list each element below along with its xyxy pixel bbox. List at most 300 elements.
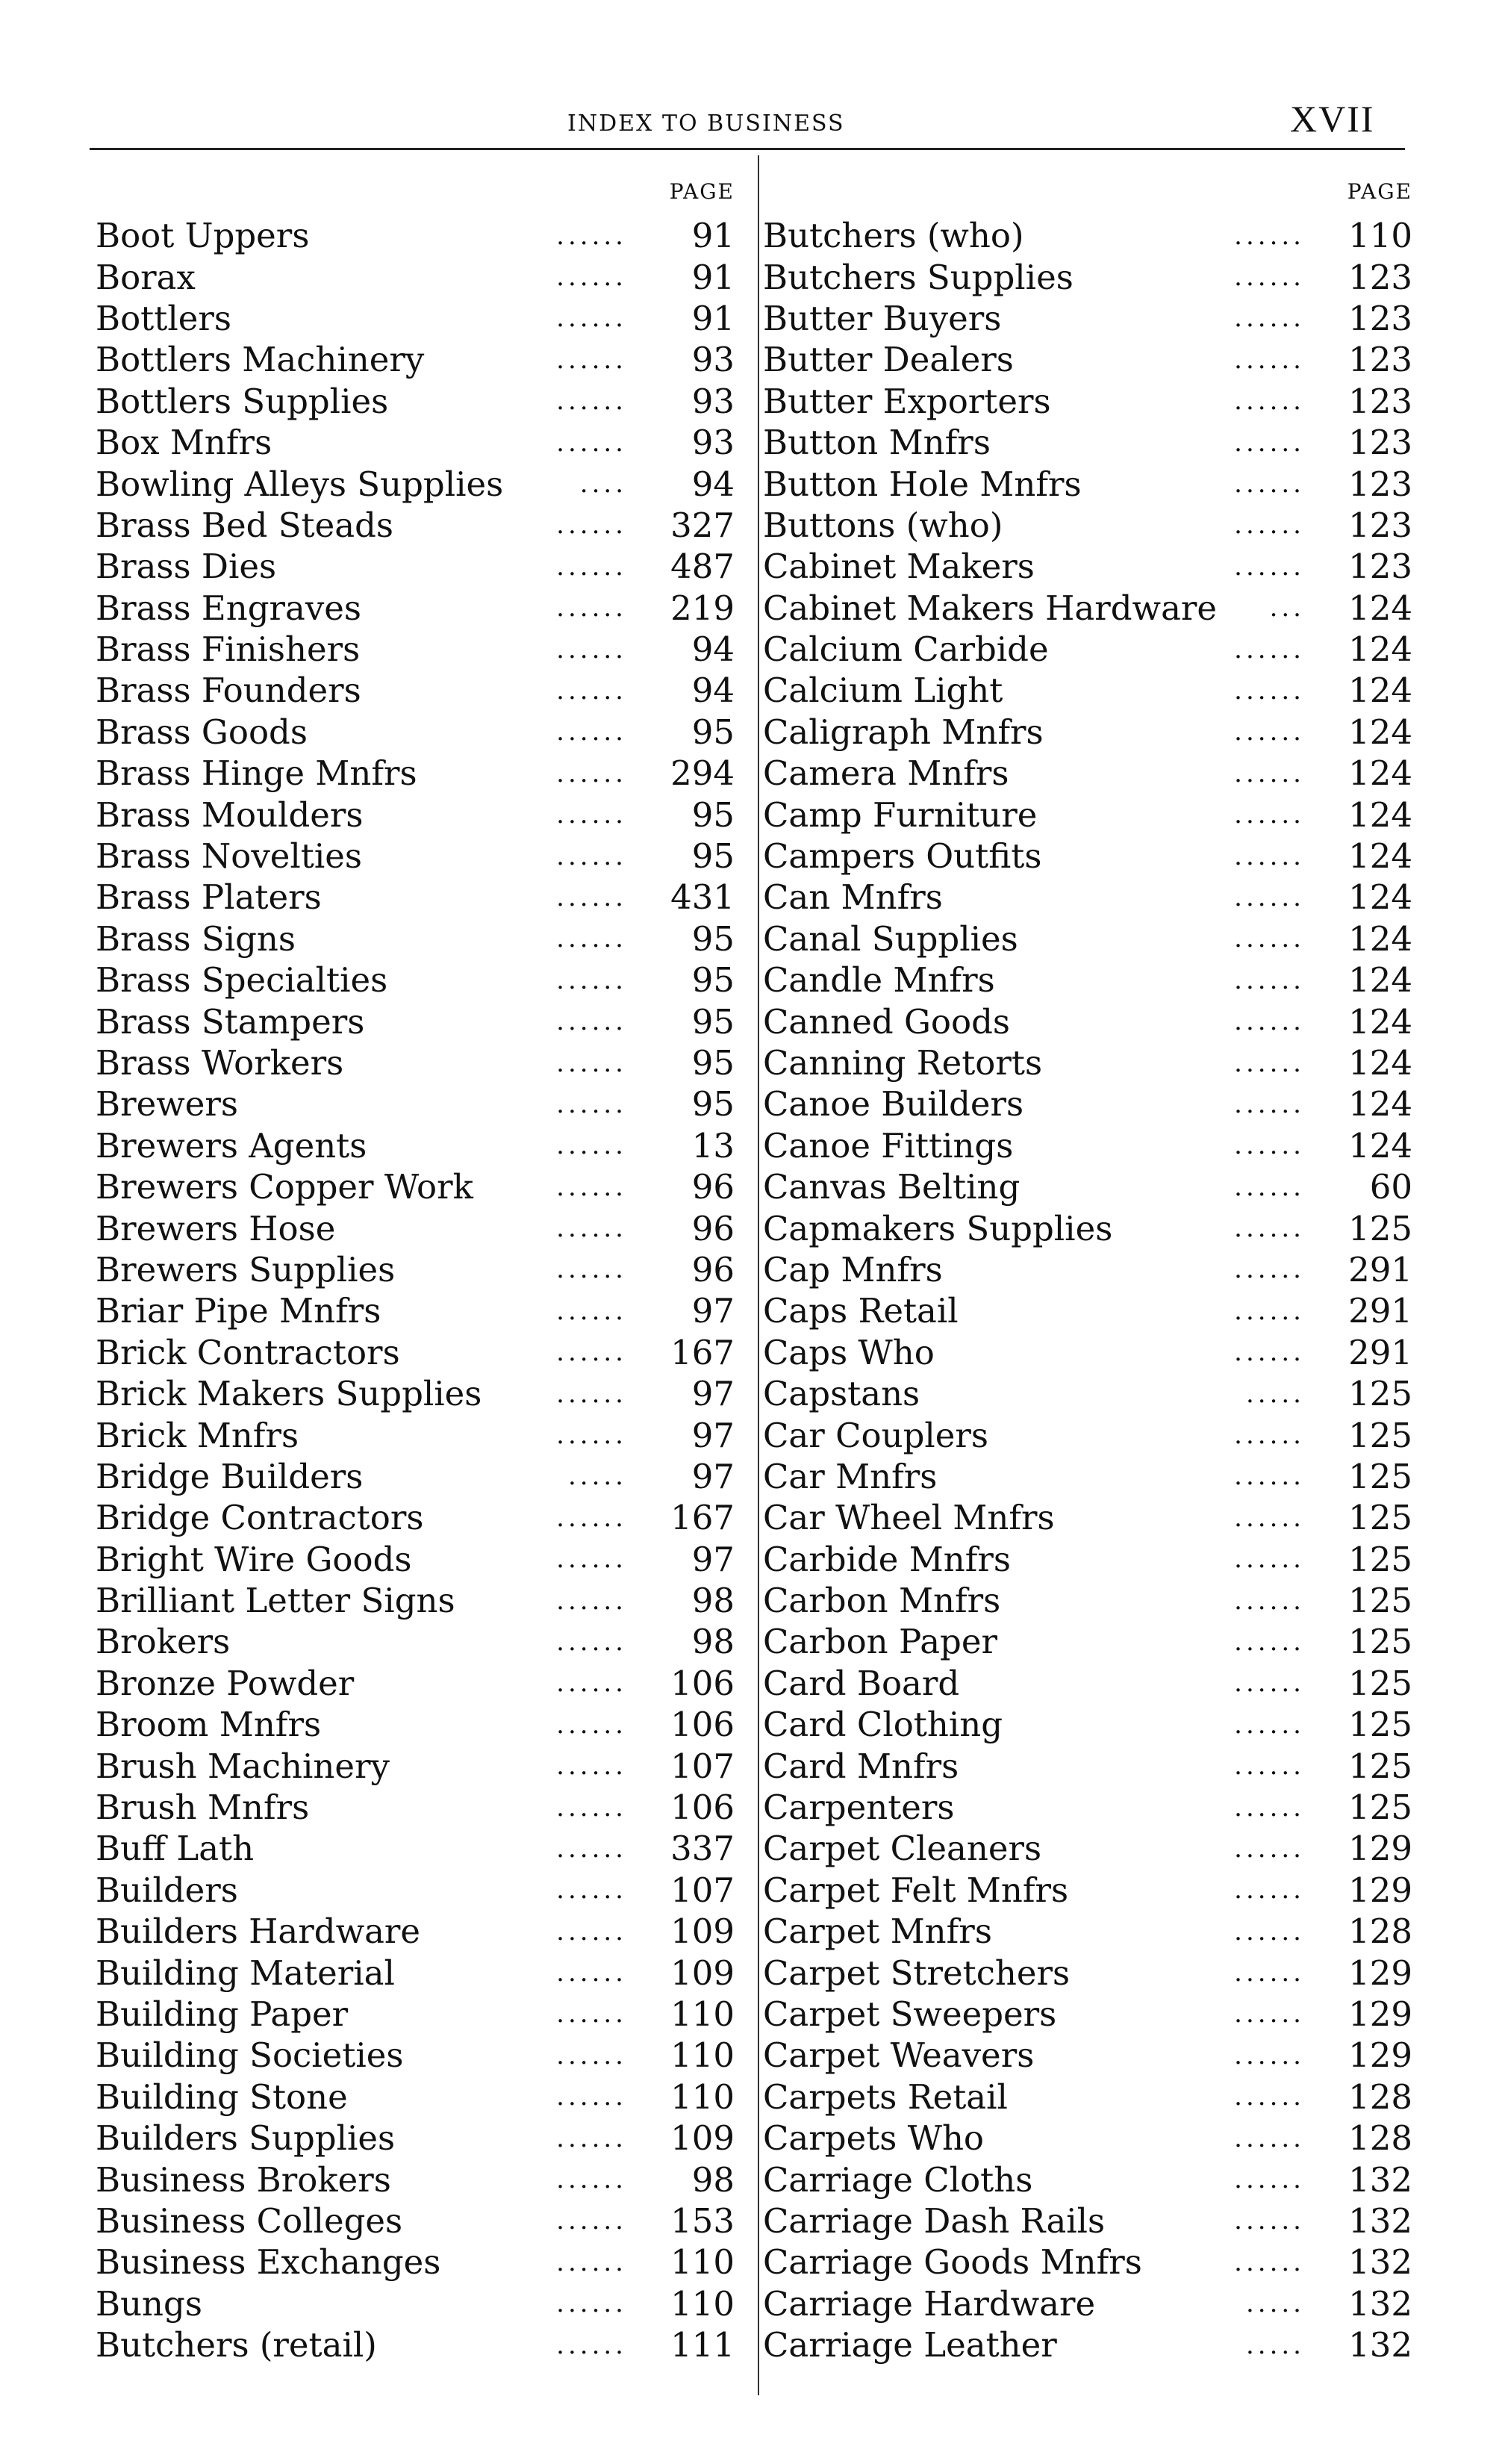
entry-page-number: 125 xyxy=(1348,1539,1412,1579)
entry-name: Campers Outfits xyxy=(763,836,1042,877)
entry-page-number: 124 xyxy=(1348,1043,1412,1083)
index-entry xyxy=(763,1580,1415,1621)
right-index-list xyxy=(763,215,1415,2365)
entry-name: Carpet Cleaners xyxy=(763,1829,1042,1869)
header-rule xyxy=(90,148,1405,150)
entry-page-number: 128 xyxy=(1348,2076,1412,2117)
entry-page-number: 327 xyxy=(670,505,735,545)
index-entry xyxy=(763,670,1415,711)
entry-leader-dots: ...... xyxy=(1234,1833,1305,1864)
page-number: XVII xyxy=(1290,98,1375,140)
entry-leader-dots: ...... xyxy=(1234,1668,1305,1699)
entry-name: Car Couplers xyxy=(763,1415,989,1455)
index-entry xyxy=(763,2076,1415,2118)
entry-name: Brick Mnfrs xyxy=(96,1415,299,1455)
entry-name: Cabinet Makers Hardware xyxy=(763,588,1218,628)
entry-page-number: 124 xyxy=(1348,671,1412,711)
entry-leader-dots: ...... xyxy=(1234,1875,1305,1905)
entry-page-number: 94 xyxy=(691,671,735,711)
entry-name: Brass Hinge Mnfrs xyxy=(96,753,417,794)
entry-name: Brick Contractors xyxy=(96,1332,400,1372)
entry-leader-dots: ...... xyxy=(1234,800,1305,830)
entry-page-number: 124 xyxy=(1348,794,1412,835)
entry-leader-dots: ...... xyxy=(556,1254,627,1285)
entry-leader-dots: ...... xyxy=(556,1048,627,1078)
entry-name: Bottlers xyxy=(96,298,231,338)
index-entry xyxy=(763,1745,1415,1786)
index-entry xyxy=(96,588,738,629)
entry-name: Canned Goods xyxy=(763,1001,1010,1042)
entry-page-number: 110 xyxy=(1348,216,1412,256)
column-divider xyxy=(758,155,759,2395)
entry-name: Butchers (retail) xyxy=(96,2325,377,2365)
entry-page-number: 96 xyxy=(691,1249,735,1289)
entry-page-number: 95 xyxy=(691,712,735,752)
entry-page-number: 109 xyxy=(670,1953,735,1993)
entry-page-number: 97 xyxy=(691,1374,735,1414)
index-entry xyxy=(763,588,1415,629)
entry-name: Camera Mnfrs xyxy=(763,753,1009,794)
index-entry xyxy=(763,1207,1415,1248)
entry-leader-dots: .... xyxy=(579,469,627,500)
entry-leader-dots: ...... xyxy=(556,758,627,788)
entry-page-number: 123 xyxy=(1348,547,1412,587)
entry-leader-dots: ...... xyxy=(556,1130,627,1161)
index-entry xyxy=(96,463,738,504)
entry-page-number: 123 xyxy=(1348,381,1412,421)
entry-leader-dots: ...... xyxy=(556,2247,627,2277)
entry-name: Carpet Felt Mnfrs xyxy=(763,1870,1069,1910)
entry-leader-dots: ...... xyxy=(1234,2247,1305,2277)
entry-name: Car Wheel Mnfrs xyxy=(763,1498,1055,1538)
index-entry xyxy=(96,670,738,711)
entry-page-number: 125 xyxy=(1348,1581,1412,1621)
index-entry xyxy=(96,1539,738,1580)
entry-page-number: 294 xyxy=(670,753,735,794)
index-entry xyxy=(763,836,1415,877)
entry-name: Building Societies xyxy=(96,2035,404,2076)
entry-name: Business Brokers xyxy=(96,2159,391,2200)
entry-page-number: 125 xyxy=(1348,1746,1412,1786)
index-entry xyxy=(96,2283,738,2324)
left-column xyxy=(96,179,738,2365)
entry-page-number: 91 xyxy=(691,298,735,338)
entry-page-number: 124 xyxy=(1348,1084,1412,1124)
index-entry xyxy=(96,2324,738,2365)
entry-name: Brewers xyxy=(96,1084,238,1124)
entry-page-number: 132 xyxy=(1348,2242,1412,2283)
index-entry xyxy=(763,463,1415,504)
index-entry xyxy=(763,1787,1415,1828)
entry-page-number: 125 xyxy=(1348,1456,1412,1496)
entry-leader-dots: ..... xyxy=(1245,2289,1305,2319)
entry-leader-dots: ...... xyxy=(1234,1916,1305,1947)
entry-leader-dots: ...... xyxy=(556,1502,627,1533)
entry-page-number: 124 xyxy=(1348,588,1412,628)
index-entry xyxy=(96,1166,738,1207)
entry-page-number: 129 xyxy=(1348,1953,1412,1993)
entry-name: Bridge Contractors xyxy=(96,1498,424,1538)
entry-name: Button Mnfrs xyxy=(763,423,991,463)
entry-page-number: 291 xyxy=(1348,1291,1412,1331)
entry-name: Bottlers Machinery xyxy=(96,340,425,380)
entry-leader-dots: ...... xyxy=(1234,717,1305,747)
entry-page-number: 95 xyxy=(691,960,735,1001)
entry-leader-dots: ...... xyxy=(1234,220,1305,251)
entry-page-number: 123 xyxy=(1348,340,1412,380)
entry-page-number: 60 xyxy=(1369,1167,1412,1207)
entry-name: Brass Workers xyxy=(96,1043,344,1083)
entry-leader-dots: ...... xyxy=(556,1544,627,1575)
entry-leader-dots: ...... xyxy=(1234,2206,1305,2236)
index-entry xyxy=(96,1952,738,1993)
entry-page-number: 95 xyxy=(691,1043,735,1083)
index-entry xyxy=(763,877,1415,918)
index-entry xyxy=(96,1125,738,1166)
entry-page-number: 123 xyxy=(1348,423,1412,463)
entry-leader-dots: ...... xyxy=(556,1875,627,1905)
entry-name: Canoe Fittings xyxy=(763,1125,1014,1166)
index-entry xyxy=(763,629,1415,670)
entry-name: Carriage Hardware xyxy=(763,2283,1096,2324)
entry-leader-dots: ...... xyxy=(556,1585,627,1616)
entry-name: Brass Founders xyxy=(96,671,361,711)
entry-page-number: 125 xyxy=(1348,1788,1412,1828)
entry-leader-dots: ...... xyxy=(1234,1585,1305,1616)
entry-page-number: 107 xyxy=(670,1870,735,1910)
left-index-list xyxy=(96,215,738,2365)
entry-leader-dots: ...... xyxy=(1234,1709,1305,1740)
entry-name: Builders xyxy=(96,1870,238,1910)
entry-page-number: 97 xyxy=(691,1415,735,1455)
index-entry xyxy=(763,381,1415,422)
entry-page-number: 291 xyxy=(1348,1249,1412,1289)
entry-leader-dots: ...... xyxy=(1234,262,1305,293)
index-entry xyxy=(763,1497,1415,1538)
entry-name: Cabinet Makers xyxy=(763,547,1035,587)
index-entry xyxy=(96,2159,738,2200)
entry-leader-dots: ...... xyxy=(556,675,627,706)
entry-name: Bottlers Supplies xyxy=(96,381,389,421)
index-entry xyxy=(96,1497,738,1538)
index-entry xyxy=(763,2200,1415,2241)
index-entry xyxy=(96,794,738,835)
entry-page-number: 109 xyxy=(670,1911,735,1952)
index-entry xyxy=(96,629,738,670)
entry-name: Business Colleges xyxy=(96,2200,403,2241)
entry-page-number: 431 xyxy=(670,877,735,918)
entry-name: Bungs xyxy=(96,2283,202,2324)
index-entry xyxy=(763,712,1415,753)
entry-leader-dots: ...... xyxy=(556,1916,627,1947)
entry-name: Brush Machinery xyxy=(96,1746,390,1786)
entry-page-number: 98 xyxy=(691,1622,735,1662)
entry-leader-dots: ..... xyxy=(1245,1378,1305,1409)
entry-name: Brass Engraves xyxy=(96,588,362,628)
entry-page-number: 123 xyxy=(1348,298,1412,338)
entry-name: Calcium Light xyxy=(763,671,1003,711)
right-column xyxy=(763,179,1415,2365)
index-entry xyxy=(96,1994,738,2035)
entry-page-number: 124 xyxy=(1348,712,1412,752)
entry-page-number: 97 xyxy=(691,1291,735,1331)
index-entry xyxy=(96,2200,738,2241)
index-entry xyxy=(96,546,738,587)
entry-leader-dots: ...... xyxy=(556,2289,627,2319)
entry-page-number: 153 xyxy=(670,2200,735,2241)
index-entry xyxy=(96,1414,738,1455)
index-entry xyxy=(763,1911,1415,1952)
entry-name: Capmakers Supplies xyxy=(763,1208,1113,1248)
index-entry xyxy=(763,422,1415,463)
entry-leader-dots: ...... xyxy=(556,1626,627,1657)
entry-leader-dots: ...... xyxy=(1234,1626,1305,1657)
entry-name: Brass Novelties xyxy=(96,836,363,877)
entry-page-number: 95 xyxy=(691,1001,735,1042)
index-entry xyxy=(763,1456,1415,1497)
index-entry xyxy=(96,1083,738,1124)
entry-name: Car Mnfrs xyxy=(763,1456,938,1496)
entry-page-number: 95 xyxy=(691,1084,735,1124)
entry-page-number: 97 xyxy=(691,1539,735,1579)
entry-page-number: 111 xyxy=(670,2325,735,2365)
entry-leader-dots: ...... xyxy=(1234,510,1305,541)
entry-leader-dots: ...... xyxy=(556,1378,627,1409)
index-entry xyxy=(96,1332,738,1373)
entry-leader-dots: ...... xyxy=(1234,2040,1305,2071)
index-entry xyxy=(96,2035,738,2076)
entry-page-number: 125 xyxy=(1348,1208,1412,1248)
index-entry xyxy=(763,1663,1415,1704)
entry-leader-dots: ...... xyxy=(556,882,627,912)
entry-page-number: 110 xyxy=(670,1994,735,2034)
entry-page-number: 110 xyxy=(670,2283,735,2324)
entry-name: Brewers Agents xyxy=(96,1125,367,1166)
entry-name: Brass Specialties xyxy=(96,960,388,1001)
entry-page-number: 96 xyxy=(691,1208,735,1248)
entry-name: Broom Mnfrs xyxy=(96,1705,322,1745)
entry-leader-dots: ...... xyxy=(556,2123,627,2153)
index-entry xyxy=(96,1001,738,1042)
entry-page-number: 337 xyxy=(670,1829,735,1869)
entry-leader-dots: ...... xyxy=(556,1213,627,1244)
entry-leader-dots: ...... xyxy=(556,2040,627,2071)
index-entry xyxy=(96,381,738,422)
entry-leader-dots: ...... xyxy=(556,1420,627,1451)
entry-page-number: 98 xyxy=(691,1581,735,1621)
entry-name: Camp Furniture xyxy=(763,794,1038,835)
index-entry xyxy=(763,1001,1415,1042)
entry-leader-dots: ...... xyxy=(1234,1751,1305,1782)
entry-name: Brokers xyxy=(96,1622,231,1662)
entry-page-number: 91 xyxy=(691,216,735,256)
index-entry xyxy=(96,505,738,546)
index-entry xyxy=(763,2324,1415,2365)
entry-name: Butchers Supplies xyxy=(763,257,1074,297)
entry-name: Building Material xyxy=(96,1953,395,1993)
entry-page-number: 93 xyxy=(691,423,735,463)
entry-name: Caligraph Mnfrs xyxy=(763,712,1044,752)
entry-leader-dots: ...... xyxy=(1234,1295,1305,1326)
entry-name: Butter Buyers xyxy=(763,298,1002,338)
entry-page-number: 97 xyxy=(691,1456,735,1496)
index-entry xyxy=(763,959,1415,1001)
index-entry xyxy=(763,1249,1415,1290)
entry-leader-dots: ...... xyxy=(556,262,627,293)
entry-name: Butter Dealers xyxy=(763,340,1014,380)
entry-leader-dots: ...... xyxy=(556,1337,627,1368)
entry-leader-dots: ...... xyxy=(556,1709,627,1740)
entry-leader-dots: ...... xyxy=(556,1999,627,2029)
index-entry xyxy=(763,918,1415,959)
index-entry xyxy=(96,1290,738,1331)
entry-page-number: 91 xyxy=(691,257,735,297)
entry-leader-dots: ...... xyxy=(556,1833,627,1864)
entry-leader-dots: ...... xyxy=(556,1172,627,1202)
entry-name: Bronze Powder xyxy=(96,1663,355,1703)
index-entry xyxy=(96,959,738,1001)
entry-leader-dots: ...... xyxy=(1234,551,1305,582)
entry-name: Brass Dies xyxy=(96,547,277,587)
index-entry xyxy=(763,1704,1415,1745)
index-entry xyxy=(96,1580,738,1621)
index-entry xyxy=(763,1332,1415,1373)
index-entry xyxy=(96,2076,738,2118)
entry-leader-dots: ...... xyxy=(1234,924,1305,954)
entry-page-number: 106 xyxy=(670,1705,735,1745)
entry-page-number: 124 xyxy=(1348,753,1412,794)
entry-name: Butter Exporters xyxy=(763,381,1051,421)
entry-name: Bowling Alleys Supplies xyxy=(96,464,504,504)
entry-name: Carpenters xyxy=(763,1788,955,1828)
index-entry xyxy=(763,1373,1415,1414)
entry-leader-dots: ...... xyxy=(556,2082,627,2112)
entry-page-number: 124 xyxy=(1348,918,1412,959)
entry-leader-dots: ...... xyxy=(556,220,627,251)
right-column-heading: PAGE xyxy=(1347,179,1412,204)
entry-page-number: 93 xyxy=(691,340,735,380)
entry-name: Brilliant Letter Signs xyxy=(96,1581,455,1621)
entry-page-number: 110 xyxy=(670,2242,735,2283)
index-entry xyxy=(763,1042,1415,1083)
entry-leader-dots: ...... xyxy=(1234,1792,1305,1823)
entry-page-number: 94 xyxy=(691,629,735,670)
index-entry xyxy=(96,1621,738,1662)
entry-leader-dots: ...... xyxy=(556,386,627,417)
entry-page-number: 291 xyxy=(1348,1332,1412,1372)
entry-name: Carpet Weavers xyxy=(763,2035,1035,2076)
entry-page-number: 109 xyxy=(670,2118,735,2159)
entry-leader-dots: ...... xyxy=(556,344,627,375)
index-entry xyxy=(763,1290,1415,1331)
index-entry xyxy=(96,1207,738,1248)
entry-leader-dots: ...... xyxy=(556,717,627,747)
entry-name: Canal Supplies xyxy=(763,918,1018,959)
index-entry xyxy=(96,1249,738,1290)
entry-name: Carriage Goods Mnfrs xyxy=(763,2242,1142,2283)
entry-name: Carpets Retail xyxy=(763,2076,1008,2117)
entry-name: Brass Signs xyxy=(96,918,296,959)
entry-page-number: 95 xyxy=(691,794,735,835)
entry-page-number: 129 xyxy=(1348,1829,1412,1869)
entry-name: Brass Stampers xyxy=(96,1001,365,1042)
index-entry xyxy=(96,712,738,753)
entry-name: Brush Mnfrs xyxy=(96,1788,310,1828)
entry-name: Brewers Supplies xyxy=(96,1249,396,1289)
entry-leader-dots: ...... xyxy=(1234,1254,1305,1285)
entry-leader-dots: ...... xyxy=(1234,1502,1305,1533)
entry-leader-dots: ...... xyxy=(556,965,627,995)
entry-name: Card Board xyxy=(763,1663,960,1703)
entry-leader-dots: ...... xyxy=(556,1089,627,1119)
entry-leader-dots: ...... xyxy=(556,1007,627,1037)
entry-leader-dots: ...... xyxy=(556,1295,627,1326)
entry-page-number: 106 xyxy=(670,1663,735,1703)
index-entry xyxy=(96,339,738,380)
entry-name: Calcium Carbide xyxy=(763,629,1049,670)
entry-name: Can Mnfrs xyxy=(763,877,943,918)
index-entry xyxy=(96,1042,738,1083)
entry-name: Brick Makers Supplies xyxy=(96,1374,482,1414)
entry-name: Carriage Dash Rails xyxy=(763,2200,1106,2241)
entry-leader-dots: ...... xyxy=(1234,1337,1305,1368)
entry-page-number: 123 xyxy=(1348,464,1412,504)
entry-name: Canvas Belting xyxy=(763,1167,1021,1207)
index-entry xyxy=(763,298,1415,339)
entry-leader-dots: ...... xyxy=(1234,427,1305,458)
entry-name: Brewers Copper Work xyxy=(96,1167,473,1207)
entry-page-number: 132 xyxy=(1348,2200,1412,2241)
entry-name: Box Mnfrs xyxy=(96,423,272,463)
entry-leader-dots: ...... xyxy=(556,551,627,582)
entry-leader-dots: ...... xyxy=(1234,965,1305,995)
index-entry xyxy=(96,1745,738,1786)
entry-page-number: 98 xyxy=(691,2159,735,2200)
index-entry xyxy=(763,1952,1415,1993)
entry-page-number: 124 xyxy=(1348,1125,1412,1166)
entry-page-number: 124 xyxy=(1348,1001,1412,1042)
entry-leader-dots: ...... xyxy=(556,2165,627,2195)
index-entry xyxy=(96,422,738,463)
entry-name: Carpets Who xyxy=(763,2118,985,2159)
index-entry xyxy=(763,1539,1415,1580)
index-entry xyxy=(96,918,738,959)
entry-page-number: 110 xyxy=(670,2076,735,2117)
index-entry xyxy=(763,215,1415,256)
entry-name: Brass Bed Steads xyxy=(96,505,393,545)
entry-page-number: 132 xyxy=(1348,2159,1412,2200)
index-entry xyxy=(763,2035,1415,2076)
entry-leader-dots: ...... xyxy=(1234,386,1305,417)
entry-leader-dots: ...... xyxy=(1234,758,1305,788)
entry-name: Buff Lath xyxy=(96,1829,255,1869)
entry-leader-dots: ...... xyxy=(556,634,627,665)
entry-leader-dots: ...... xyxy=(556,427,627,458)
entry-leader-dots: ...... xyxy=(1234,1089,1305,1119)
entry-page-number: 487 xyxy=(670,547,735,587)
entry-name: Brass Moulders xyxy=(96,794,364,835)
entry-name: Candle Mnfrs xyxy=(763,960,995,1001)
entry-page-number: 125 xyxy=(1348,1663,1412,1703)
entry-name: Butchers (who) xyxy=(763,216,1024,256)
entry-leader-dots: ...... xyxy=(1234,2082,1305,2112)
entry-leader-dots: ...... xyxy=(1234,2123,1305,2153)
index-entry xyxy=(763,753,1415,794)
entry-leader-dots: ...... xyxy=(556,2206,627,2236)
entry-name: Carbon Paper xyxy=(763,1622,997,1662)
entry-leader-dots: ...... xyxy=(556,303,627,334)
index-entry xyxy=(763,1166,1415,1207)
